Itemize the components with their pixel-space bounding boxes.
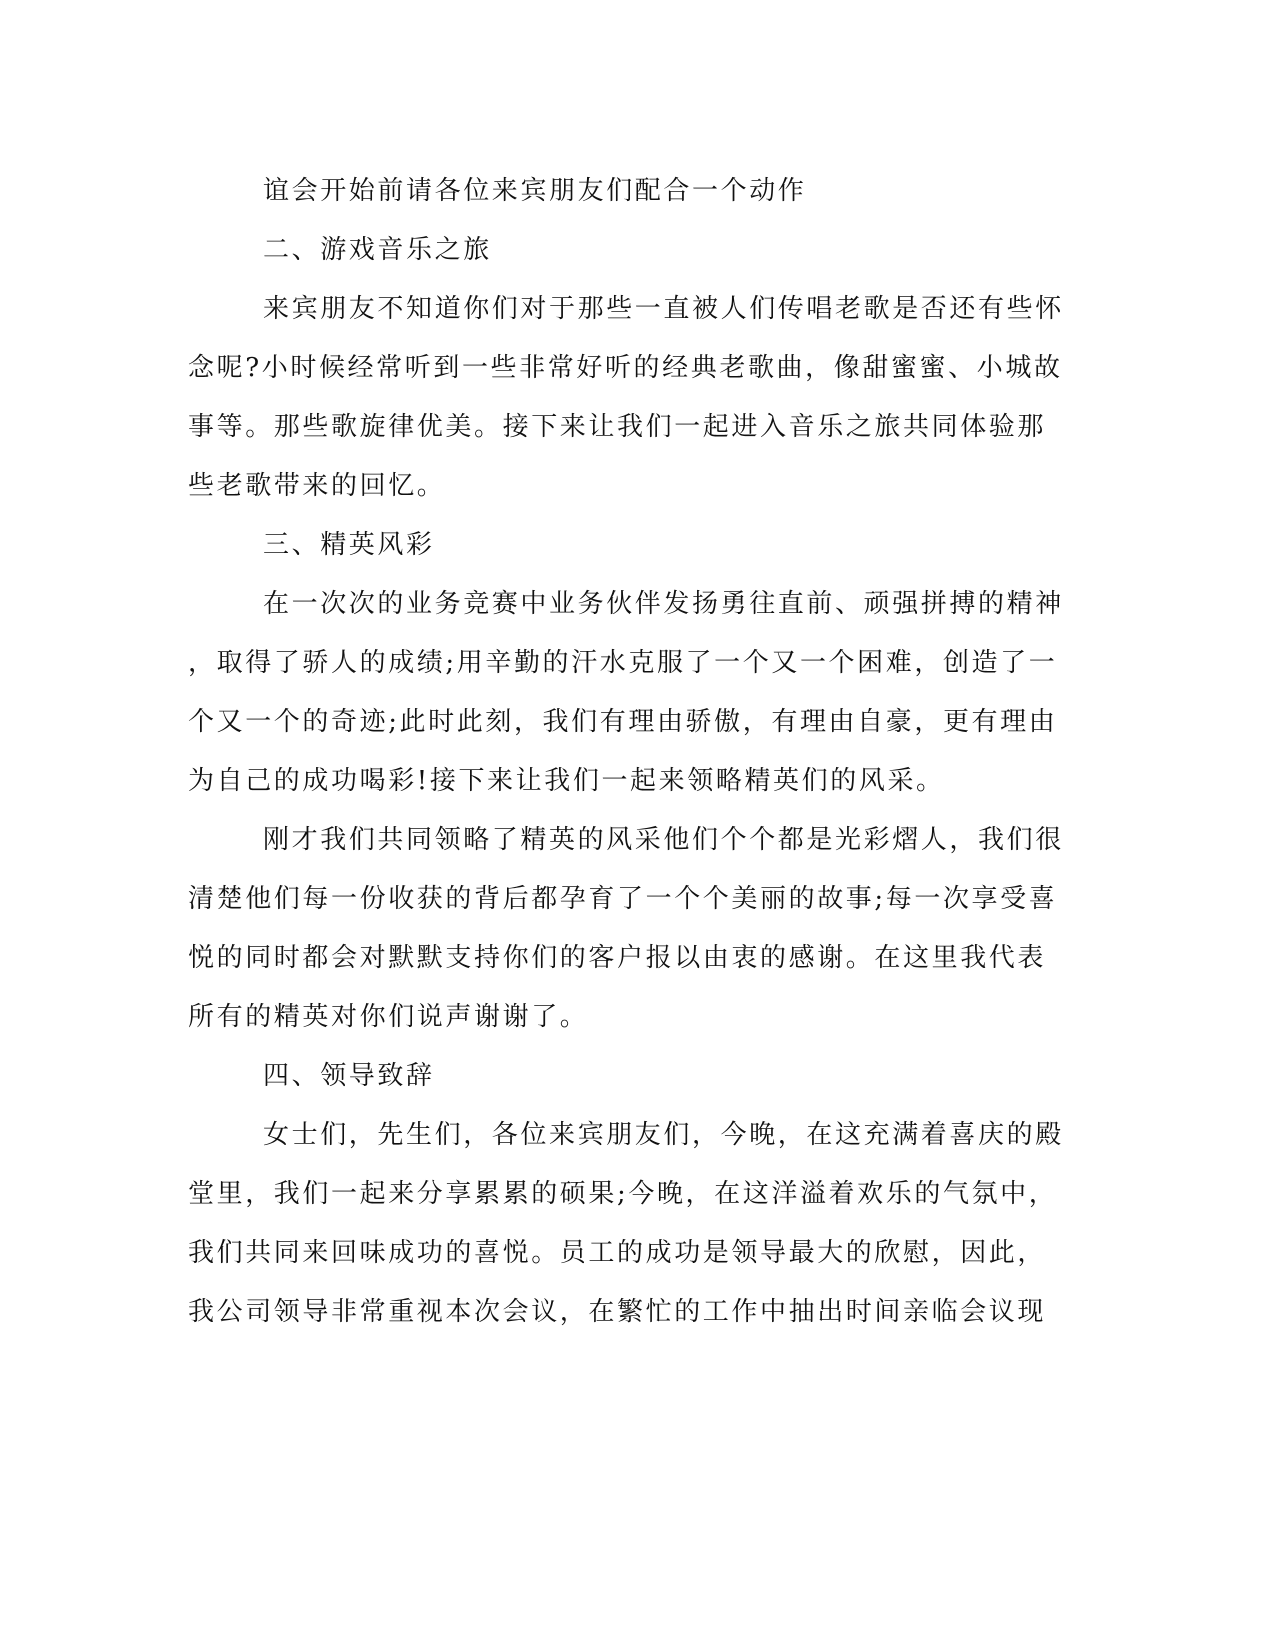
text-line: 事等。那些歌旋律优美。接下来让我们一起进入音乐之旅共同体验那 xyxy=(188,412,1047,442)
text-line: 堂里，我们一起来分享累累的硕果;今晚，在这洋溢着欢乐的气氛中， xyxy=(188,1179,1058,1209)
section-heading: 二、游戏音乐之旅 xyxy=(263,235,492,265)
document-body xyxy=(188,162,1068,1342)
text-line: ，取得了骄人的成绩;用辛勤的汗水克服了一个又一个困难，创造了一 xyxy=(188,648,1058,678)
text-line: 所有的精英对你们说声谢谢了。 xyxy=(188,1002,589,1032)
section-heading: 三、精英风彩 xyxy=(263,530,435,560)
text-line: 悦的同时都会对默默支持你们的客户报以由衷的感谢。在这里我代表 xyxy=(188,943,1047,973)
text-line: 在一次次的业务竞赛中业务伙伴发扬勇往直前、顽强拼搏的精神 xyxy=(263,589,1064,619)
text-line: 来宾朋友不知道你们对于那些一直被人们传唱老歌是否还有些怀 xyxy=(263,294,1064,324)
text-line: 个又一个的奇迹;此时此刻，我们有理由骄傲，有理由自豪，更有理由 xyxy=(188,707,1058,737)
text-line: 谊会开始前请各位来宾朋友们配合一个动作 xyxy=(263,176,807,206)
text-line: 念呢?小时候经常听到一些非常好听的经典老歌曲，像甜蜜蜜、小城故 xyxy=(188,353,1063,383)
text-line: 我们共同来回味成功的喜悦。员工的成功是领导最大的欣慰，因此， xyxy=(188,1238,1047,1268)
text-line: 为自己的成功喝彩!接下来让我们一起来领略精英们的风采。 xyxy=(188,766,945,796)
text-line: 清楚他们每一份收获的背后都孕育了一个个美丽的故事;每一次享受喜 xyxy=(188,884,1058,914)
text-line: 刚才我们共同领略了精英的风采他们个个都是光彩熠人，我们很 xyxy=(263,825,1064,855)
text-line: 女士们，先生们，各位来宾朋友们，今晚，在这充满着喜庆的殿 xyxy=(263,1120,1064,1150)
text-line: 些老歌带来的回忆。 xyxy=(188,471,446,501)
section-heading: 四、领导致辞 xyxy=(263,1061,435,1091)
text-line: 我公司领导非常重视本次会议，在繁忙的工作中抽出时间亲临会议现 xyxy=(188,1297,1047,1327)
